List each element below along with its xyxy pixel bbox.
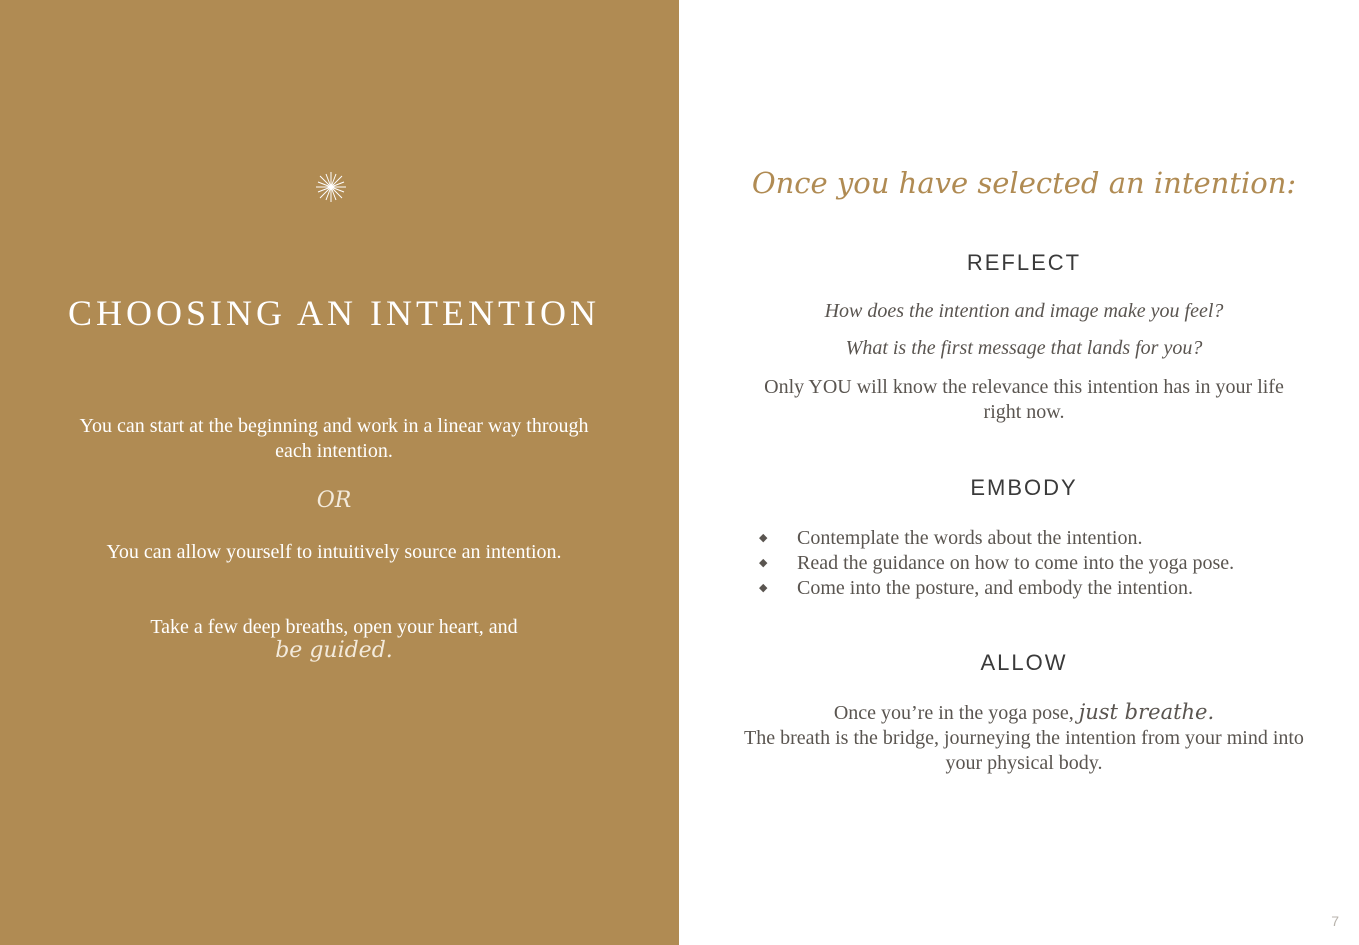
- diamond-bullet-icon: ◆: [759, 582, 768, 594]
- breath-text: Take a few deep breaths, open your heart, and: [150, 616, 518, 638]
- reflect-question-2: What is the first message that lands for you?: [845, 337, 1203, 359]
- list-item-text: Come into the posture, and embody the intention.: [797, 577, 1194, 599]
- diamond-bullet-icon: ◆: [759, 557, 768, 569]
- breath-paragraph: [40, 615, 628, 663]
- left-panel: [0, 0, 679, 945]
- allow-line-1: [739, 700, 1309, 726]
- list-item: [759, 576, 1234, 601]
- page-number: 7: [1331, 913, 1339, 929]
- diamond-bullet-icon: ◆: [759, 532, 768, 544]
- or-divider: OR: [316, 488, 352, 513]
- right-panel: [679, 0, 1359, 945]
- section-heading: Once you have selected an intention:: [751, 166, 1297, 200]
- allow-text: Once you’re in the yoga pose,: [833, 702, 1074, 724]
- embody-title: EMBODY: [970, 475, 1078, 500]
- reflect-body: Only YOU will know the relevance this intention has in your life right now.: [764, 376, 1284, 423]
- list-item: [759, 526, 1234, 551]
- list-item-text: Contemplate the words about the intention.: [797, 527, 1143, 549]
- reflect-title: REFLECT: [966, 250, 1082, 275]
- intuitive-paragraph: You can allow yourself to intuitively source an intention.: [106, 541, 562, 563]
- list-item: [759, 551, 1234, 576]
- linear-way-paragraph: You can start at the beginning and work in a linear way through each intention.: [79, 415, 589, 462]
- page-title: CHOOSING AN INTENTION: [68, 293, 600, 333]
- just-breathe-script: just breathe.: [1078, 700, 1215, 724]
- embody-list: [759, 526, 1234, 601]
- star-burst-icon: [0, 172, 662, 212]
- reflect-question-1: How does the intention and image make you feel?: [824, 300, 1224, 322]
- be-guided-script: be guided.: [275, 638, 393, 663]
- allow-line-2: The breath is the bridge, journeying the intention from your mind into your physical body.: [744, 727, 1304, 774]
- allow-body: [739, 700, 1309, 776]
- list-item-text: Read the guidance on how to come into the yoga pose.: [797, 552, 1235, 574]
- allow-title: ALLOW: [980, 650, 1068, 675]
